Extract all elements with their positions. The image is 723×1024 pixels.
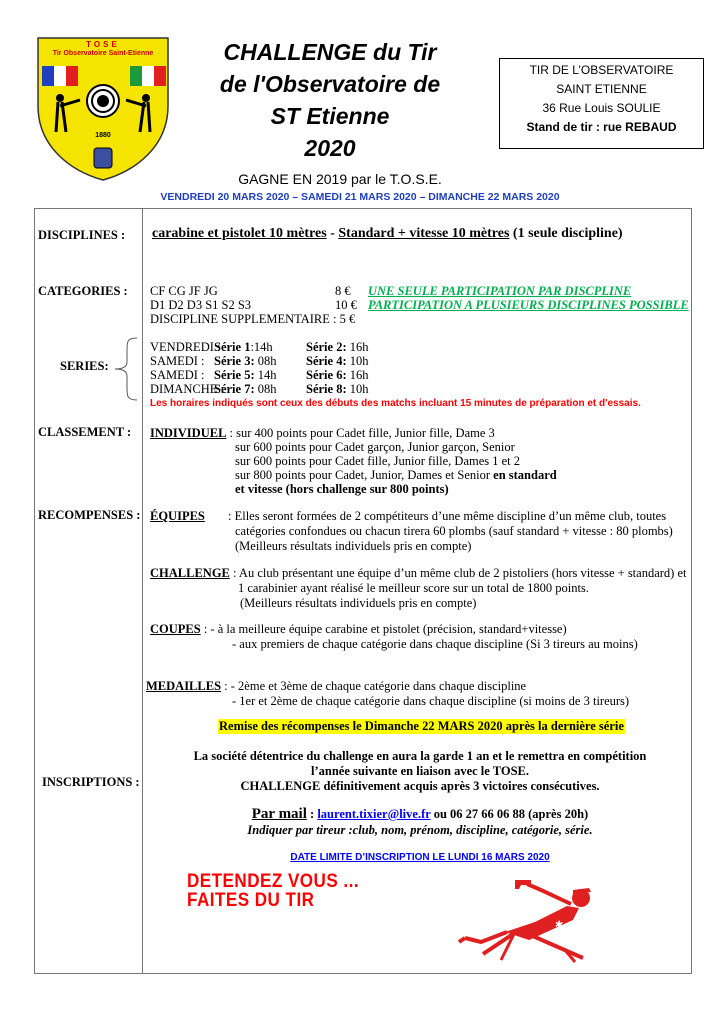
- categories-row-2-note: PARTICIPATION A PLUSIEURS DISCIPLINES POSSIBLE: [368, 298, 689, 312]
- coupes-head: COUPES: [150, 622, 201, 636]
- address-line-1: TIR DE L’OBSERVATOIRE: [529, 63, 674, 77]
- series-slot-b: [306, 382, 368, 397]
- equipes-line-1: [150, 509, 667, 524]
- series-time: 16h: [346, 368, 369, 382]
- series-note: Les horaires indiqués sont ceux des débuts des matchs incluant 15 minutes de préparation et d'essais.: [150, 398, 641, 409]
- series-time: 10h: [346, 382, 369, 396]
- contact-line: [150, 806, 690, 823]
- classement-line-4: [235, 468, 557, 483]
- classement-text-4: sur 800 points pour Cadet, Junior, Dames et Senior: [235, 468, 494, 482]
- title-line-2: de l'Observatoire de: [219, 71, 441, 97]
- disciplines-part-1: carabine et pistolet 10 mètres: [152, 226, 327, 241]
- series-time: 08h: [254, 382, 277, 396]
- challenge-line-2: 1 carabinier ayant réalisé le meilleur score sur un total de 1800 points.: [238, 581, 589, 595]
- categories-row-1-note: UNE SEULE PARTICIPATION PAR DISCPLINE: [368, 284, 632, 298]
- series-time: 16h: [346, 340, 369, 354]
- societe-line-3: CHALLENGE définitivement acquis après 3 victoires consécutives.: [240, 779, 600, 793]
- address-line-4: Stand de tir : rue REBAUD: [526, 120, 677, 134]
- series-label: Série 4:: [306, 354, 347, 368]
- phone-text: ou 06 27 66 06 88 (après 20h): [430, 807, 589, 821]
- series-day: SAMEDI :: [150, 368, 205, 382]
- categories-row-1-cats: CF CG JF JG: [150, 284, 218, 298]
- medailles-head: MEDAILLES: [146, 679, 222, 693]
- societe-block: [150, 749, 690, 794]
- series-slot-b: [306, 368, 368, 383]
- categories-row-2: [150, 298, 690, 313]
- series-row: [150, 368, 450, 382]
- classement-head: INDIVIDUEL: [150, 426, 227, 440]
- series-row: [150, 340, 450, 354]
- classement-text-1: : sur 400 points pour Cadet fille, Junior fille, Dame 3: [226, 426, 495, 440]
- event-dates: VENDREDI 20 MARS 2020 – SAMEDI 21 MARS 2020 – DIMANCHE 22 MARS 2020: [160, 191, 560, 203]
- remise-banner: Remise des récompenses le Dimanche 22 MARS 2020 après la dernière série: [219, 719, 624, 733]
- classement-line-2: sur 600 points pour Cadet garçon, Junior garçon, Senior: [235, 440, 515, 454]
- label-inscriptions: [42, 775, 140, 790]
- challenge-line-3: (Meilleurs résultats individuels pris en compte): [240, 596, 477, 610]
- series-time: 10h: [346, 354, 369, 368]
- disciplines-part-2: Standard + vitesse 10 mètres: [338, 226, 510, 241]
- disciplines-part-3: (1 seule discipline): [509, 226, 623, 241]
- equipes-text-1: : Elles seront formées de 2 compétiteurs d’une même discipline d’un même club, toutes: [228, 509, 667, 523]
- brace-icon: [113, 336, 139, 402]
- series-time: 08h: [254, 354, 277, 368]
- slogan: [187, 872, 359, 910]
- slogan-line-2: FAITES DU TIR: [187, 890, 315, 911]
- svg-text:✱: ✱: [555, 920, 564, 931]
- series-label: Série 2:: [306, 340, 347, 354]
- series-time: :14h: [250, 340, 273, 354]
- contact-colon: :: [306, 807, 318, 821]
- series-slot-a: [214, 354, 276, 369]
- title-line-1: CHALLENGE du Tir: [223, 39, 437, 65]
- equipes-line-2: catégories confondues ou chacun tirera 60 plombs (sauf standard + vitesse : 80 plombs): [235, 524, 673, 538]
- categories-row-2-price: 10 €: [335, 298, 357, 312]
- address-line-3: 36 Rue Louis SOULIE: [542, 101, 661, 115]
- series-day: DIMANCHE :: [150, 382, 224, 396]
- email-link[interactable]: laurent.tixier@live.fr: [317, 807, 431, 821]
- label-categories: CATEGORIES :: [38, 284, 128, 298]
- categories-row-1: [150, 284, 690, 299]
- challenge-line-1: [150, 566, 686, 581]
- equipes-line-3: (Meilleurs résultats individuels pris en compte): [235, 539, 472, 553]
- title-line-4: 2020: [304, 135, 356, 161]
- medailles-line-1: [146, 679, 526, 694]
- categories-row-3: DISCIPLINE SUPPLEMENTAIRE : 5 €: [150, 312, 356, 326]
- challenge-head: CHALLENGE: [150, 566, 230, 580]
- series-slot-a: [214, 382, 276, 397]
- series-label: Série 7:: [214, 382, 255, 396]
- label-classement: CLASSEMENT :: [38, 425, 132, 439]
- categories-row-2-cats: D1 D2 D3 S1 S2 S3: [150, 298, 252, 312]
- classement-text-4b: en standard: [493, 468, 557, 482]
- logo-text-top: TOSE: [86, 40, 120, 49]
- series-label: Série 3:: [214, 354, 255, 368]
- column-divider: [142, 209, 143, 973]
- label-inscriptions-text: INSCRIPTIONS :: [42, 775, 140, 789]
- series-row: [150, 382, 450, 396]
- coupes-line-2: - aux premiers de chaque catégorie dans chaque discipline (Si 3 tireurs au moins): [232, 637, 638, 651]
- societe-line-1: La société détentrice du challenge en aura la garde 1 an et le remettra en compétition: [193, 749, 647, 763]
- series-table: [150, 340, 450, 396]
- series-day: VENDREDI :: [150, 340, 221, 354]
- winner-line: GAGNE EN 2019 par le T.O.S.E.: [238, 171, 442, 187]
- medailles-line-2: - 1er et 2ème de chaque catégorie dans chaque discipline (si moins de 3 tireurs): [232, 694, 630, 708]
- address-line-2: SAINT ETIENNE: [556, 82, 647, 96]
- equipes-head: ÉQUIPES: [150, 509, 205, 523]
- label-disciplines: DISCIPLINES :: [38, 228, 126, 242]
- label-series: SERIES:: [60, 359, 109, 373]
- date-limite: DATE LIMITE D’INSCRIPTION LE LUNDI 16 MARS 2020: [290, 852, 550, 863]
- classement-line-1: [150, 426, 495, 441]
- logo-year: 1880: [95, 132, 111, 139]
- disciplines-sep: -: [326, 226, 339, 241]
- series-day: SAMEDI :: [150, 354, 205, 368]
- coupes-text-1: : - à la meilleure équipe carabine et pistolet (précision, standard+vitesse): [200, 622, 567, 636]
- series-slot-a: [214, 340, 273, 355]
- reclining-shooter-icon: [455, 868, 605, 964]
- par-mail-label: Par mail: [251, 806, 307, 822]
- classement-line-3: sur 600 points pour Cadet fille, Junior fille, Dames 1 et 2: [235, 454, 521, 468]
- medailles-text-1: : - 2ème et 3ème de chaque catégorie dans chaque discipline: [221, 679, 527, 693]
- shield-icon: [36, 36, 170, 182]
- coupes-line-1: [150, 622, 567, 637]
- series-time: 14h: [254, 368, 277, 382]
- address-box: [499, 58, 704, 149]
- classement-line-5: et vitesse (hors challenge sur 800 points): [235, 482, 449, 496]
- societe-line-2: l’année suivante en liaison avec le TOSE.: [311, 764, 529, 778]
- series-slot-b: [306, 354, 368, 369]
- challenge-text-1: : Au club présentant une équipe d’un même club de 2 pistoliers (hors vitesse + standard) et: [229, 566, 687, 580]
- series-label: Série 8:: [306, 382, 347, 396]
- series-row: [150, 354, 450, 368]
- title-line-3: ST Etienne: [270, 103, 390, 129]
- series-label: Série 6:: [306, 368, 347, 382]
- label-recompenses: RECOMPENSES :: [38, 508, 141, 522]
- logo-text-name: Tir Observatoire Saint-Etienne: [52, 50, 154, 57]
- slogan-line-1: DETENDEZ VOUS ...: [187, 871, 360, 892]
- series-slot-a: [214, 368, 276, 383]
- club-logo: [36, 36, 170, 182]
- series-slot-b: [306, 340, 368, 355]
- series-label: Série 1: [214, 340, 251, 354]
- page-title: [200, 36, 460, 164]
- disciplines-text: [152, 226, 623, 242]
- series-label: Série 5:: [214, 368, 255, 382]
- contact-indication: Indiquer par tireur :club, nom, prénom, discipline, catégorie, série.: [247, 823, 593, 837]
- categories-row-1-price: 8 €: [335, 284, 351, 298]
